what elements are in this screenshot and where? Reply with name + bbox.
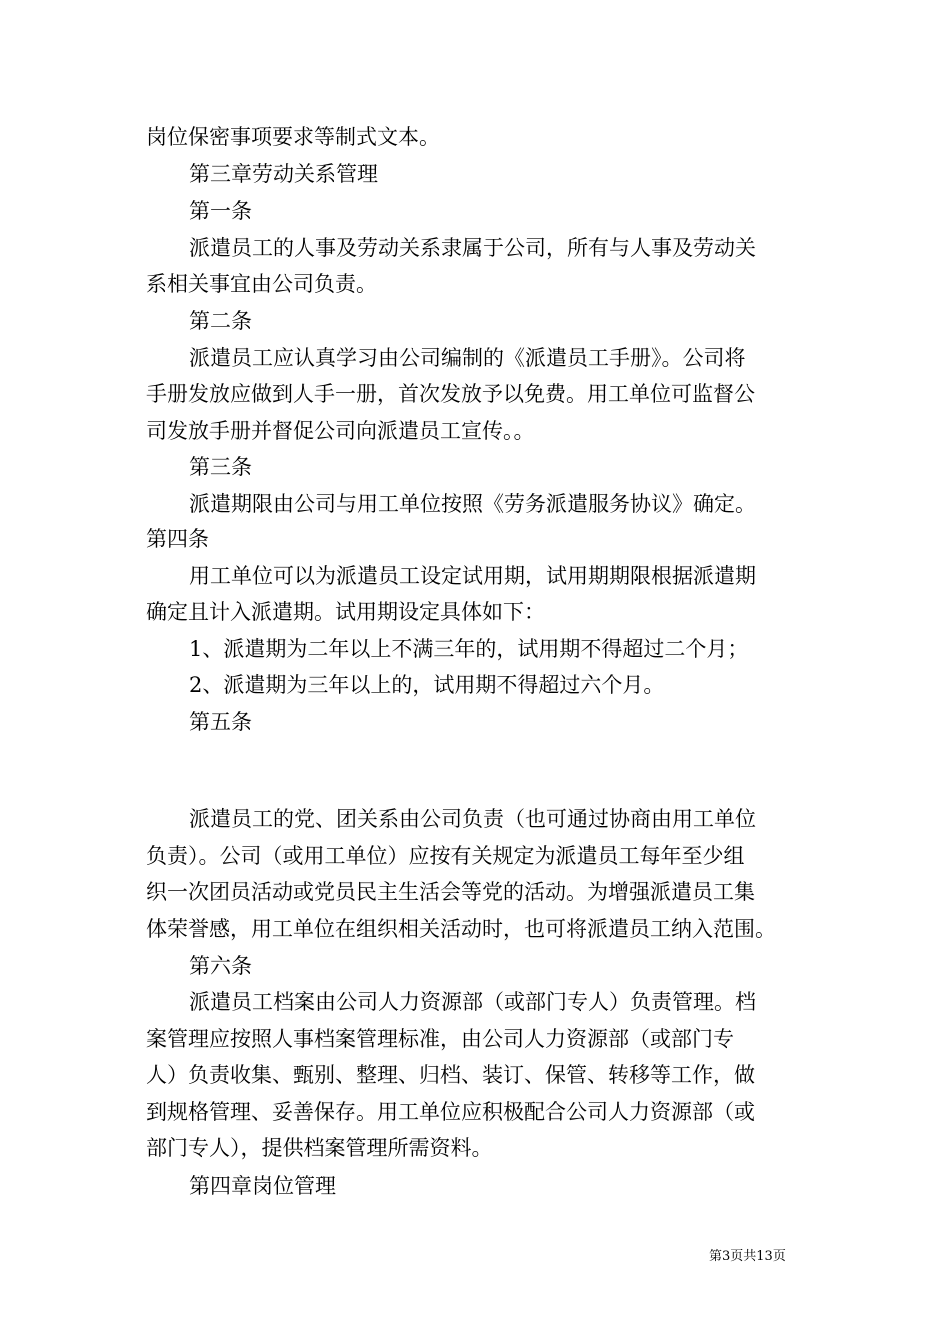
page-number: 第3页共13页 xyxy=(709,1249,786,1264)
article-heading: 第六条 xyxy=(189,954,252,978)
body-line: 派遣员工的党、团关系由公司负责（也可通过协商由用工单位 xyxy=(189,807,756,831)
body-line: 派遣员工应认真学习由公司编制的《派遣员工手册》。公司将 xyxy=(189,346,746,370)
list-item: 1、派遣期为二年以上不满三年的，试用期不得超过二个月； xyxy=(189,637,749,661)
body-line: 系相关事宜由公司负责。 xyxy=(146,272,377,296)
body-line: 人）负责收集、甄别、整理、归档、装订、保管、转移等工作，做 xyxy=(146,1063,755,1087)
body-line: 派遣员工档案由公司人力资源部（或部门专人）负责管理。档 xyxy=(189,990,756,1014)
body-line: 体荣誉感，用工单位在组织相关活动时，也可将派遣员工纳入范围。 xyxy=(146,917,776,941)
article-heading: 第二条 xyxy=(189,309,252,333)
body-line: 案管理应按照人事档案管理标准，由公司人力资源部（或部门专 xyxy=(146,1027,734,1051)
body-line: 岗位保密事项要求等制式文本。 xyxy=(146,125,440,149)
article-heading: 第三条 xyxy=(189,455,252,479)
body-line: 到规格管理、妥善保存。用工单位应积极配合公司人力资源部（或 xyxy=(146,1100,755,1124)
body-line: 负责）。公司（或用工单位）应按有关规定为派遣员工每年至少组 xyxy=(146,844,745,868)
article-heading: 第四条 xyxy=(146,527,209,551)
chapter-heading: 第三章劳动关系管理 xyxy=(189,162,378,186)
body-line: 织一次团员活动或党员民主生活会等党的活动。为增强派遣员工集 xyxy=(146,880,755,904)
article-heading: 第一条 xyxy=(189,199,252,223)
body-line: 部门专人），提供档案管理所需资料。 xyxy=(146,1136,493,1160)
list-item: 2、派遣期为三年以上的，试用期不得超过六个月。 xyxy=(189,673,665,697)
body-line: 派遣期限由公司与用工单位按照《劳务派遣服务协议》确定。 xyxy=(189,492,756,516)
body-line: 手册发放应做到人手一册，首次发放予以免费。用工单位可监督公 xyxy=(146,382,755,406)
body-line: 派遣员工的人事及劳动关系隶属于公司，所有与人事及劳动关 xyxy=(189,236,756,260)
chapter-heading: 第四章岗位管理 xyxy=(189,1174,336,1198)
article-heading: 第五条 xyxy=(189,710,252,734)
body-line: 司发放手册并督促公司向派遣员工宣传。。 xyxy=(146,419,535,443)
body-line: 确定且计入派遣期。试用期设定具体如下： xyxy=(146,600,545,624)
body-line: 用工单位可以为派遣员工设定试用期，试用期期限根据派遣期 xyxy=(189,564,756,588)
